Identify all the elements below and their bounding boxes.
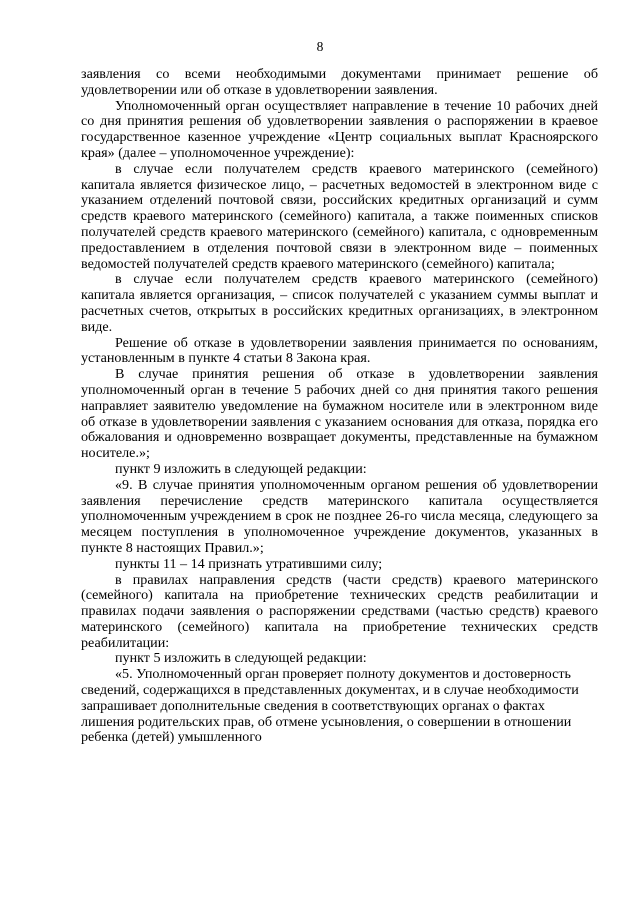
paragraph: пункт 5 изложить в следующей редакции: — [115, 650, 367, 667]
paragraph: Уполномоченный орган осуществляет направление в течение 10 рабочих дней со дня принятия решения об удовлетворении заявления о распоряжении в краевое государственное казенное учреждение «Центр социальных выплат Красноярского края» (далее – уполномоченное учреждение): — [81, 97, 598, 161]
paragraph: В случае принятия решения об отказе в удовлетворении заявления уполномоченный орган в течение 5 рабочих дней со дня принятия такого решения направляет заявителю уведомление на бумажном носителе или в электронном виде об отказе в удовлетворении заявления с указанием основания для отказа, порядка его обжалования и одновременно возвращает документы, представленные на бумажном носителе.»; — [81, 366, 598, 462]
page-number: 8 — [316, 39, 324, 54]
paragraph: в случае если получателем средств краевого материнского (семейного) капитала является физическое лицо, – расчетных ведомостей в электронном виде с указанием отделений почтовой связи, российских кредитных организаций и сумм средств краевого материнского (семейного) капитала, а также поименных списков получателей средств краевого материнского (семейного) капитала, с одновременным предоставлением в отделения почтовой связи в электронном виде – поименных ведомостей получателей средств краевого материнского (семейного) капитала; — [81, 160, 598, 272]
paragraph: «9. В случае принятия уполномоченным органом решения об удовлетворении заявления перечисление средств материнского капитала осуществляется уполномоченным учреждением в срок не позднее 26-го числа месяца, следующего за месяцем поступления в уполномоченное учреждение документов, указанных в пункте 8 настоящих Правил.»; — [81, 476, 598, 556]
paragraph: пункт 9 изложить в следующей редакции: — [115, 460, 367, 477]
paragraph: в случае если получателем средств краевого материнского (семейного) капитала является организация, – список получателей с указанием суммы выплат и расчетных счетов, открытых в российских кредитных организациях, в электронном виде. — [81, 271, 598, 335]
paragraph: «5. Уполномоченный орган проверяет полноту документов и достоверность сведений, содержащихся в представленных документах, и в случае необходимости запрашивает дополнительные сведения в соответствующих органах о фактах лишения родительских прав, об отмене усыновления, о совершении в отношении ребенка (детей) умышленного — [81, 666, 579, 746]
paragraph: заявления со всеми необходимыми документами принимает решение об удовлетворении или об отказе в удовлетворении заявления. — [81, 66, 598, 98]
paragraph: пункты 11 – 14 признать утратившими силу; — [115, 555, 383, 572]
paragraph: Решение об отказе в удовлетворении заявления принимается по основаниям, установленным в пункте 4 статьи 8 Закона края. — [81, 334, 598, 367]
paragraph: в правилах направления средств (части средств) краевого материнского (семейного) капитала на приобретение технических средств реабилитации и правилах подачи заявления о распоряжении средствами (частью средств) краевого материнского (семейного) капитала на приобретение технических средств реабилитации: — [81, 571, 598, 651]
document-body — [81, 67, 598, 746]
